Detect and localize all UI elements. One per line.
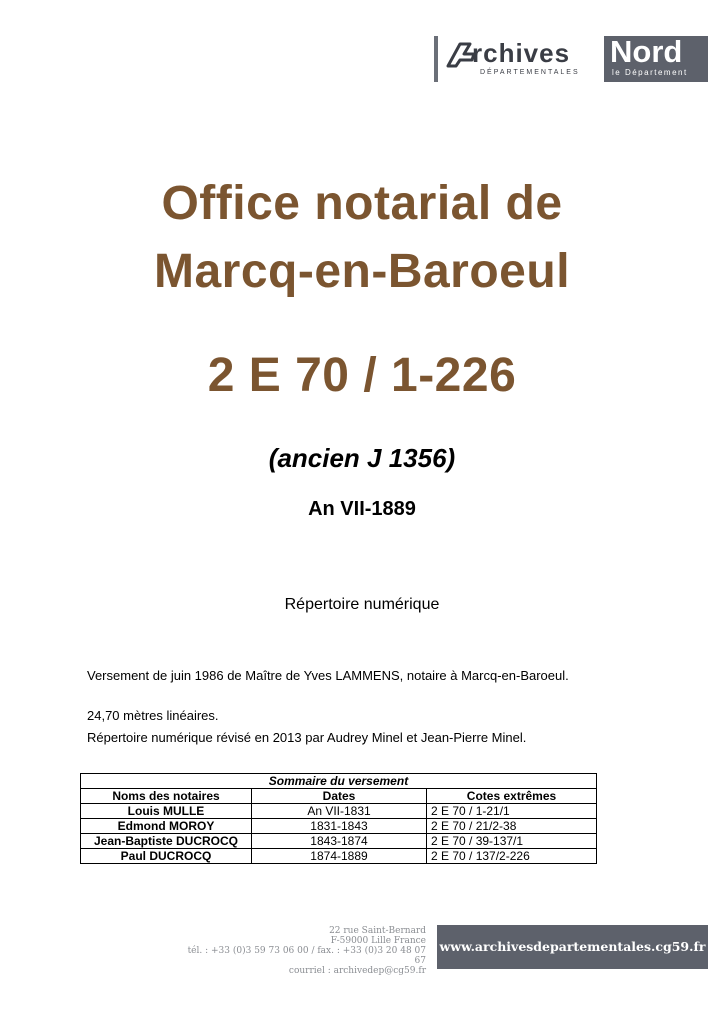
title-line-1: Office notarial de xyxy=(161,177,563,230)
summary-header-row xyxy=(81,789,597,804)
summary-caption-row xyxy=(81,774,597,789)
notaire-name: Louis MULLE xyxy=(81,804,252,819)
notaire-cotes: 2 E 70 / 21/2-38 xyxy=(427,819,597,834)
date-range: An VII-1889 xyxy=(308,498,416,520)
metrage-paragraph: 24,70 mètres linéaires. xyxy=(87,708,219,723)
table-row xyxy=(81,849,597,864)
summary-caption: Sommaire du versement xyxy=(81,774,597,789)
notaire-cotes: 2 E 70 / 39-137/1 xyxy=(427,834,597,849)
notaire-name: Paul DUCROCQ xyxy=(81,849,252,864)
address-city: F-59000 Lille France xyxy=(330,936,426,946)
notaire-name: Jean-Baptiste DUCROCQ xyxy=(81,834,252,849)
notaire-name: Edmond MOROY xyxy=(81,819,252,834)
logo-nord-text: Nord xyxy=(610,34,683,69)
table-row xyxy=(81,819,597,834)
notaire-dates: An VII-1831 xyxy=(252,804,427,819)
logo-departementales-text: DÉPARTEMENTALES xyxy=(480,69,580,76)
title-cote: 2 E 70 / 1-226 xyxy=(207,349,517,402)
logo-archives-text: rchives xyxy=(472,38,571,68)
logo-nord-block xyxy=(604,36,708,82)
versement-paragraph: Versement de juin 1986 de Maître de Yves LAMMENS, notaire à Marcq-en-Baroeul. xyxy=(87,668,569,683)
repertoire-label: Répertoire numérique xyxy=(284,596,440,613)
revision-paragraph: Répertoire numérique révisé en 2013 par Audrey Minel et Jean-Pierre Minel. xyxy=(87,730,527,745)
address-street: 22 rue Saint-Bernard xyxy=(329,926,426,936)
logo-le-departement-text: le Département xyxy=(612,68,688,77)
address-email: courriel : archivedep@cg59.fr xyxy=(288,966,426,976)
title-line-2: Marcq-en-Baroeul xyxy=(153,245,571,298)
table-row xyxy=(81,834,597,849)
notaire-cotes: 2 E 70 / 137/2-226 xyxy=(427,849,597,864)
header-cotes: Cotes extrêmes xyxy=(427,789,597,804)
address-phone: tél. : +33 (0)3 59 73 06 00 / fax. : +33 (0)3 20 48 07 67 xyxy=(187,946,426,966)
notaire-cotes: 2 E 70 / 1-21/1 xyxy=(427,804,597,819)
footer-address xyxy=(180,926,426,976)
header-noms: Noms des notaires xyxy=(81,789,252,804)
logo-bar xyxy=(434,36,438,82)
ancien-cote: (ancien J 1356) xyxy=(268,443,456,473)
header-dates: Dates xyxy=(252,789,427,804)
notaire-dates: 1843-1874 xyxy=(252,834,427,849)
summary-table xyxy=(80,773,597,864)
notaire-dates: 1831-1843 xyxy=(252,819,427,834)
archives-nord-logo xyxy=(434,36,708,82)
notaire-dates: 1874-1889 xyxy=(252,849,427,864)
website-link[interactable]: www.archivesdepartementales.cg59.fr xyxy=(437,925,708,969)
table-row xyxy=(81,804,597,819)
